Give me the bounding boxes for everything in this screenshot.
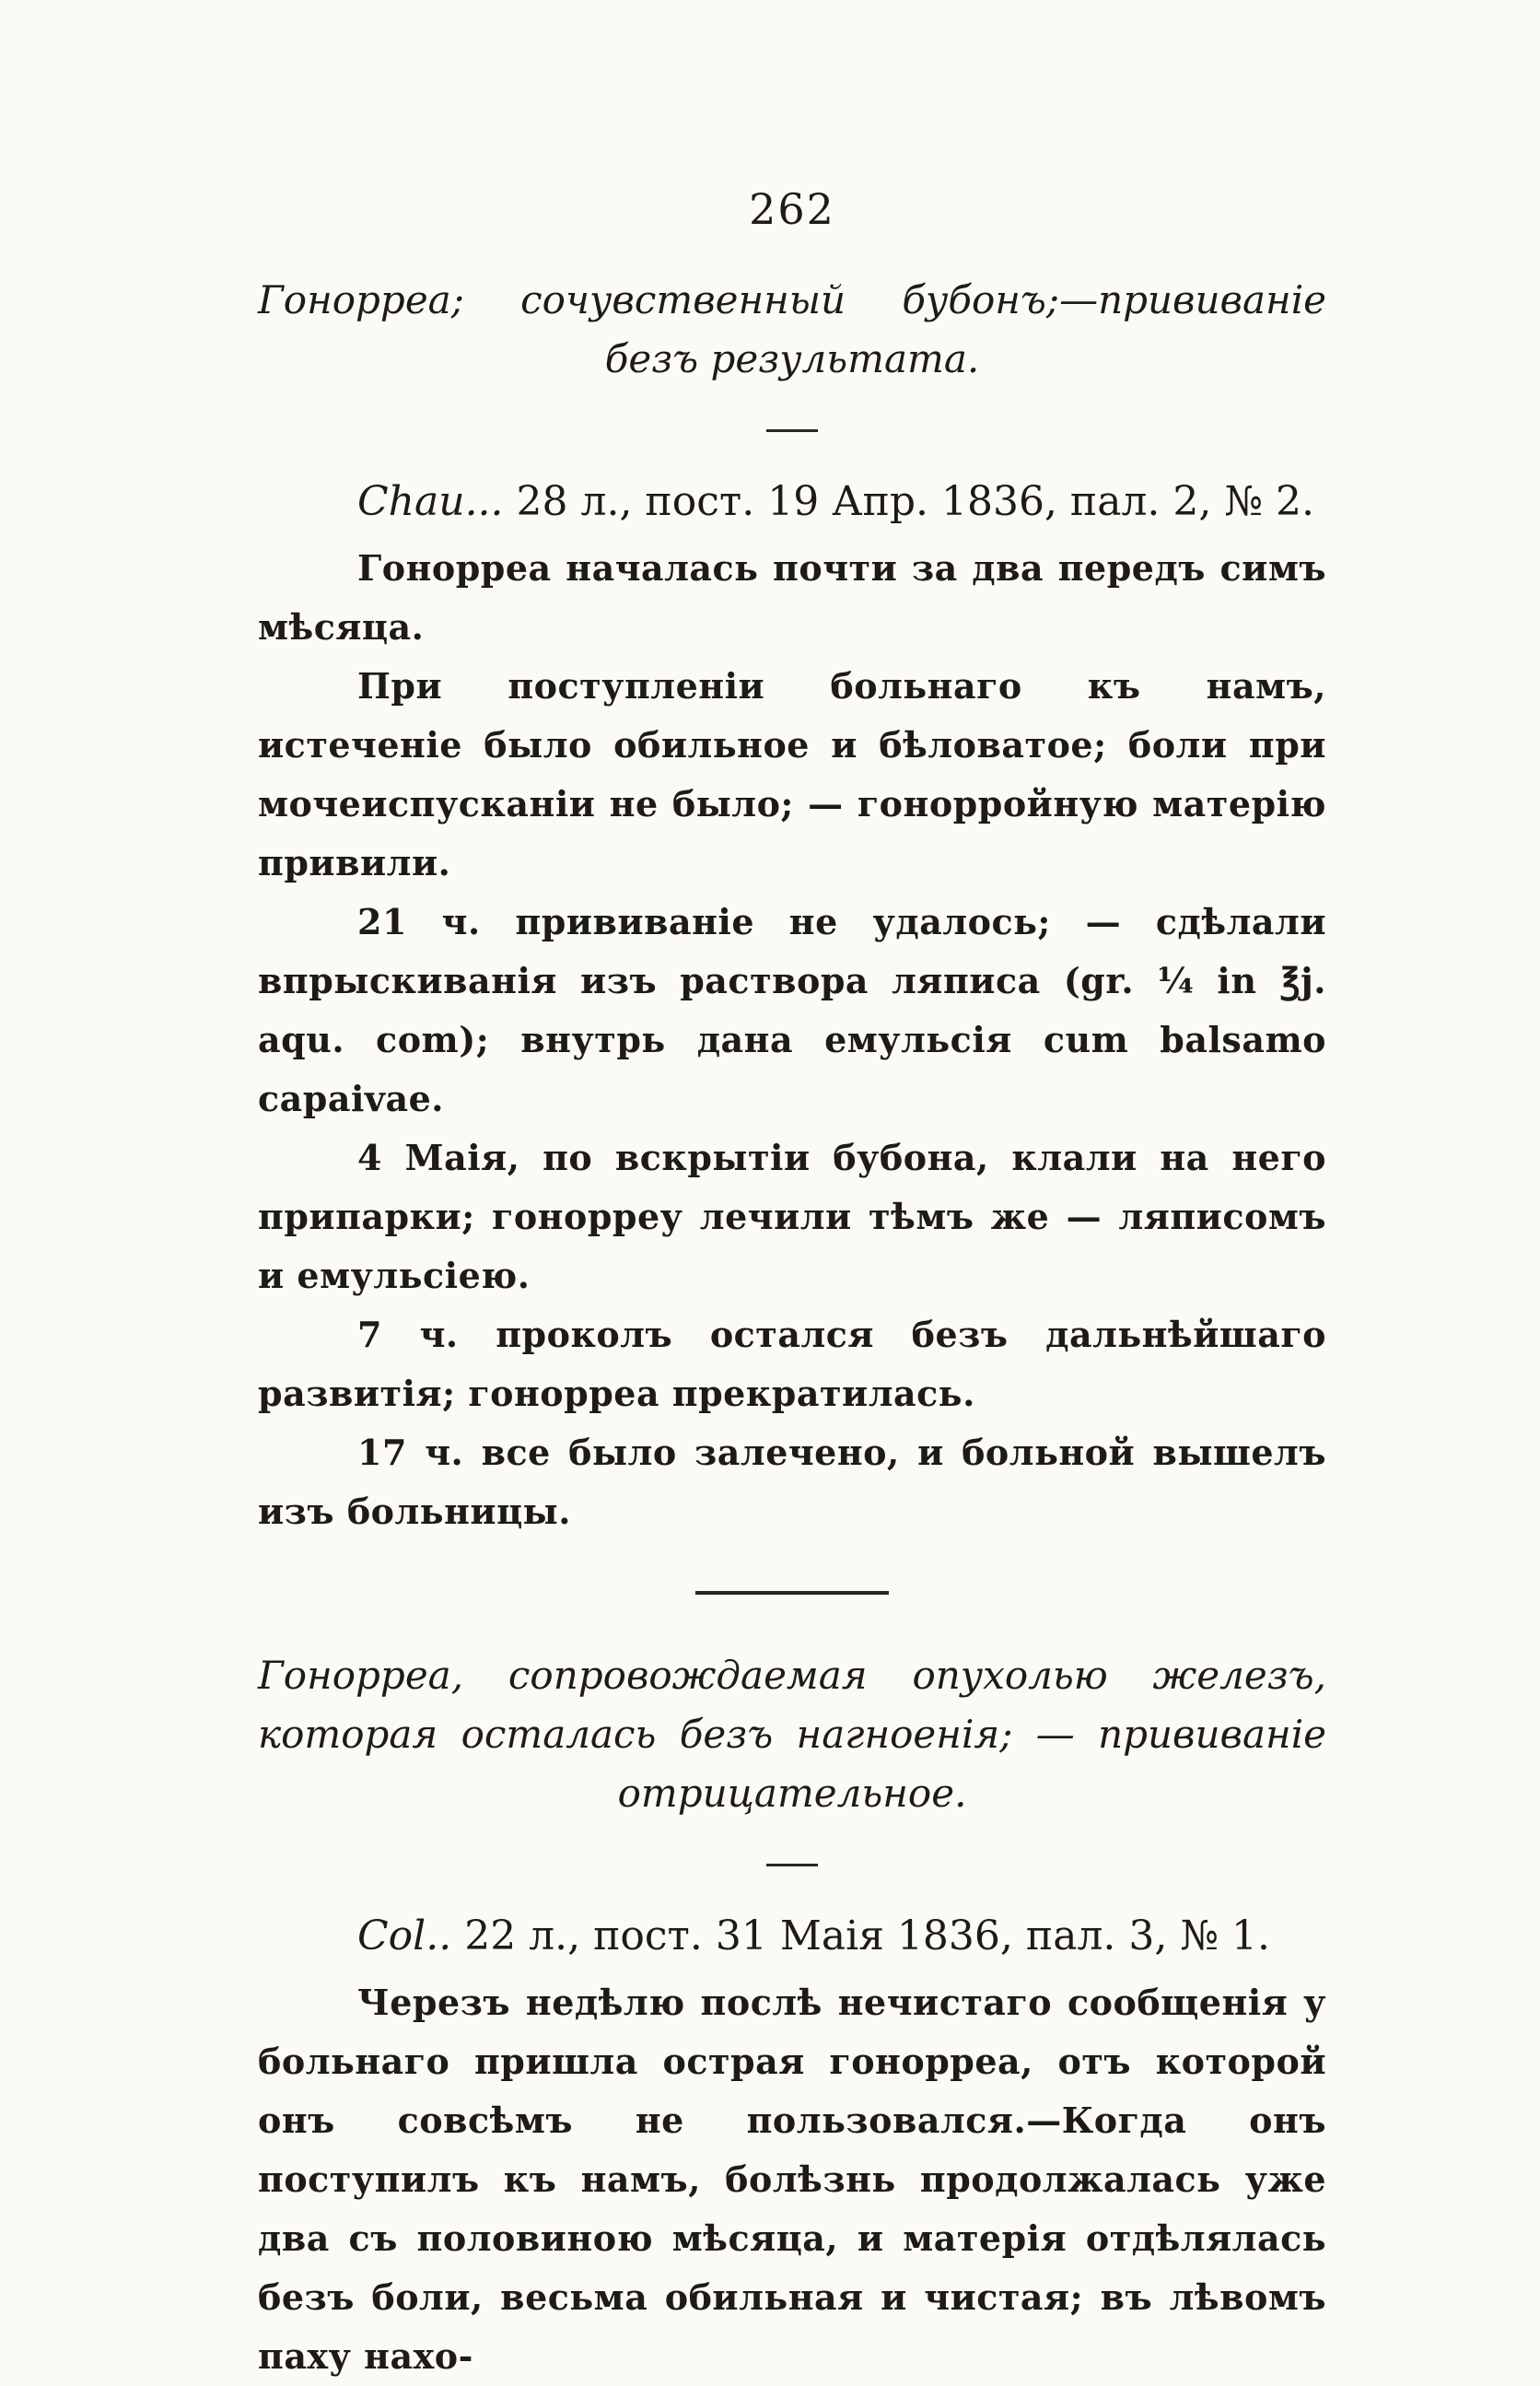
paragraph: 7 ч. проколъ остался безъ дальнѣйшаго развитія; гонорреа прекратилась. — [258, 1314, 1326, 1414]
case-entries — [258, 1973, 1326, 2386]
section-heading: Гонорреа, сопровождаемая опухолью железъ, которая осталась безъ нагноенія; — прививаніе отрицательное. — [258, 1653, 1326, 1816]
paragraph: При поступленіи больнаго къ намъ, истеченіе было обильное и бѣловатое; боли при мочеиспусканіи не было; — гонорройную матерію привили. — [258, 665, 1326, 883]
case-section-1 — [258, 271, 1326, 1541]
patient-name: Chau... — [357, 478, 504, 525]
document-page — [258, 184, 1326, 2377]
page-number: 262 — [749, 184, 835, 234]
case-details: 28 л., пост. 19 Апр. 1836, пал. 2, № 2. — [516, 478, 1314, 525]
case-entries — [258, 539, 1326, 1541]
patient-name: Col.. — [357, 1912, 452, 1959]
short-divider — [766, 429, 818, 432]
section-heading: Гонорреа; сочувственный бубонъ;—прививаніе безъ результата. — [258, 277, 1326, 381]
section-divider — [695, 1591, 889, 1595]
case-details: 22 л., пост. 31 Маія 1836, пал. 3, № 1. — [464, 1912, 1270, 1959]
paragraph: 21 ч. прививаніе не удалось; — сдѣлали впрыскиванія изъ раствора ляписа (gr. ¼ in ℥j. aqu. com); внутрь дана емульсія cum balsamo capaivae. — [258, 901, 1326, 1119]
case-section-2 — [258, 1646, 1326, 2386]
case-line — [258, 473, 1326, 532]
short-divider — [766, 1864, 818, 1866]
paragraph: 17 ч. все было залечено, и больной вышелъ изъ больницы. — [258, 1432, 1326, 1532]
case-line — [258, 1907, 1326, 1966]
paragraph: Черезъ недѣлю послѣ нечистаго сообщенія у больнаго пришла острая гонорреа, отъ которой онъ совсѣмъ не пользовался.—Когда онъ поступилъ къ намъ, болѣзнь продолжалась уже два съ половиною мѣсяца, и матерія отдѣлялась безъ боли, весьма обильная и чистая; въ лѣвомъ паху нахо- — [258, 1982, 1326, 2377]
paragraph: 4 Маія, по вскрытіи бубона, клали на него припарки; гонорреу лечили тѣмъ же — ляписомъ и емульсіею. — [258, 1137, 1326, 1296]
paragraph: Гонорреа началась почти за два передъ симъ мѣсяца. — [258, 547, 1326, 648]
